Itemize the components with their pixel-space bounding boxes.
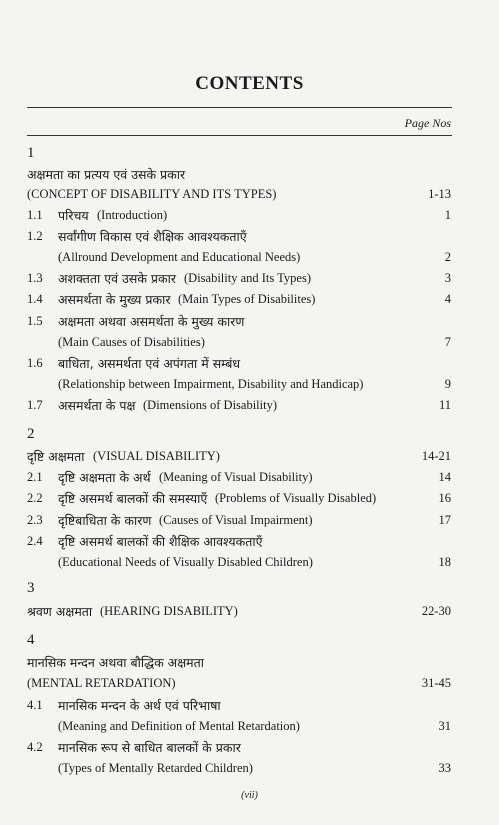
section-number: 1.2	[27, 229, 43, 243]
section-page: 9	[444, 377, 451, 391]
section-title-english: (Problems of Visually Disabled)	[215, 491, 377, 505]
section-page: 33	[438, 761, 451, 775]
section-number: 4.1	[27, 698, 43, 712]
page-nos-label: Page Nos	[404, 116, 451, 130]
section-title-english: (Relationship between Impairment, Disability and Handicap)	[58, 377, 364, 391]
chapter-number: 3	[27, 580, 35, 596]
chapter-pages: 22-30	[421, 604, 451, 618]
section-title-hindi: दृष्टि असमर्थ बालकों की समस्याएँ	[58, 491, 208, 506]
section-title-hindi: सर्वांगीण विकास एवं शैक्षिक आवश्यकताएँ	[58, 229, 247, 244]
section-title-english: (Main Types of Disabilites)	[178, 292, 316, 306]
section-page: 16	[438, 491, 451, 505]
section-title-hindi: परिचय	[58, 208, 89, 223]
section-number: 1.5	[27, 314, 43, 328]
section-page: 3	[444, 271, 451, 285]
top-rule	[27, 107, 452, 108]
section-page: 31	[438, 719, 451, 733]
page-title: CONTENTS	[195, 73, 304, 94]
section-title-hindi: असमर्थता के पक्ष	[58, 398, 136, 413]
section-title-english: (Dimensions of Disability)	[143, 398, 278, 412]
chapter-number: 2	[27, 426, 35, 442]
section-page: 7	[444, 335, 451, 349]
section-title-english: (Introduction)	[97, 208, 168, 222]
header-rule	[27, 135, 452, 136]
section-number: 2.4	[27, 534, 43, 548]
section-number: 1.4	[27, 292, 43, 306]
section-page: 18	[438, 555, 451, 569]
chapter-title-english: (VISUAL DISABILITY)	[93, 449, 220, 463]
section-title-hindi: मानसिक रूप से बाधित बालकों के प्रकार	[58, 740, 241, 755]
section-page: 17	[438, 513, 451, 527]
chapter-number: 1	[27, 145, 35, 161]
section-title-english: (Allround Development and Educational Needs)	[58, 250, 301, 264]
section-number: 1.3	[27, 271, 43, 285]
section-page: 11	[438, 398, 451, 412]
chapter-title-english: (CONCEPT OF DISABILITY AND ITS TYPES)	[27, 187, 277, 201]
section-number: 1.1	[27, 208, 43, 222]
section-number: 2.1	[27, 470, 43, 484]
section-title-hindi: बाधिता, असमर्थता एवं अपंगता में सम्बंध	[58, 356, 241, 371]
chapter-pages: 1-13	[428, 187, 451, 201]
chapter-title-hindi: अक्षमता का प्रत्यय एवं उसके प्रकार	[27, 167, 186, 182]
section-title-english: (Meaning and Definition of Mental Retardation)	[58, 719, 300, 733]
section-title-hindi: अशक्तता एवं उसके प्रकार	[58, 271, 176, 286]
section-page: 4	[444, 292, 451, 306]
chapter-title-english: (MENTAL RETARDATION)	[27, 676, 176, 690]
section-number: 4.2	[27, 740, 43, 754]
section-title-english: (Main Causes of Disabilities)	[58, 335, 205, 349]
section-title-hindi: दृष्टि असमर्थ बालकों की शैक्षिक आवश्यकताएँ	[58, 534, 263, 549]
section-title-hindi: दृष्टिबाधिता के कारण	[58, 513, 152, 528]
section-title-english: (Educational Needs of Visually Disabled Children)	[58, 555, 313, 569]
chapter-title-hindi: दृष्टि अक्षमता	[27, 449, 85, 464]
chapter-title-hindi: श्रवण अक्षमता	[27, 604, 93, 619]
section-page: 2	[444, 250, 451, 264]
section-page: 1	[444, 208, 451, 222]
chapter-pages: 14-21	[421, 449, 451, 463]
section-number: 2.3	[27, 513, 43, 527]
section-title-english: (Disability and Its Types)	[184, 271, 312, 285]
section-title-english: (Causes of Visual Impairment)	[159, 513, 313, 527]
chapter-pages: 31-45	[421, 676, 451, 690]
page-footer-number: (vii)	[241, 790, 258, 801]
section-title-hindi: अक्षमता अथवा असमर्थता के मुख्य कारण	[58, 314, 245, 329]
section-number: 1.6	[27, 356, 43, 370]
chapter-number: 4	[27, 632, 35, 648]
chapter-title-hindi: मानसिक मन्दन अथवा बौद्धिक अक्षमता	[27, 655, 205, 670]
section-page: 14	[438, 470, 451, 484]
section-title-hindi: असमर्थता के मुख्य प्रकार	[58, 292, 171, 307]
section-title-english: (Types of Mentally Retarded Children)	[58, 761, 253, 775]
section-title-hindi: दृष्टि अक्षमता के अर्थ	[58, 470, 151, 485]
section-title-hindi: मानसिक मन्दन के अर्थ एवं परिभाषा	[58, 698, 221, 713]
section-title-english: (Meaning of Visual Disability)	[159, 470, 313, 484]
section-number: 2.2	[27, 491, 43, 505]
section-number: 1.7	[27, 398, 43, 412]
chapter-title-english: (HEARING DISABILITY)	[100, 604, 238, 618]
